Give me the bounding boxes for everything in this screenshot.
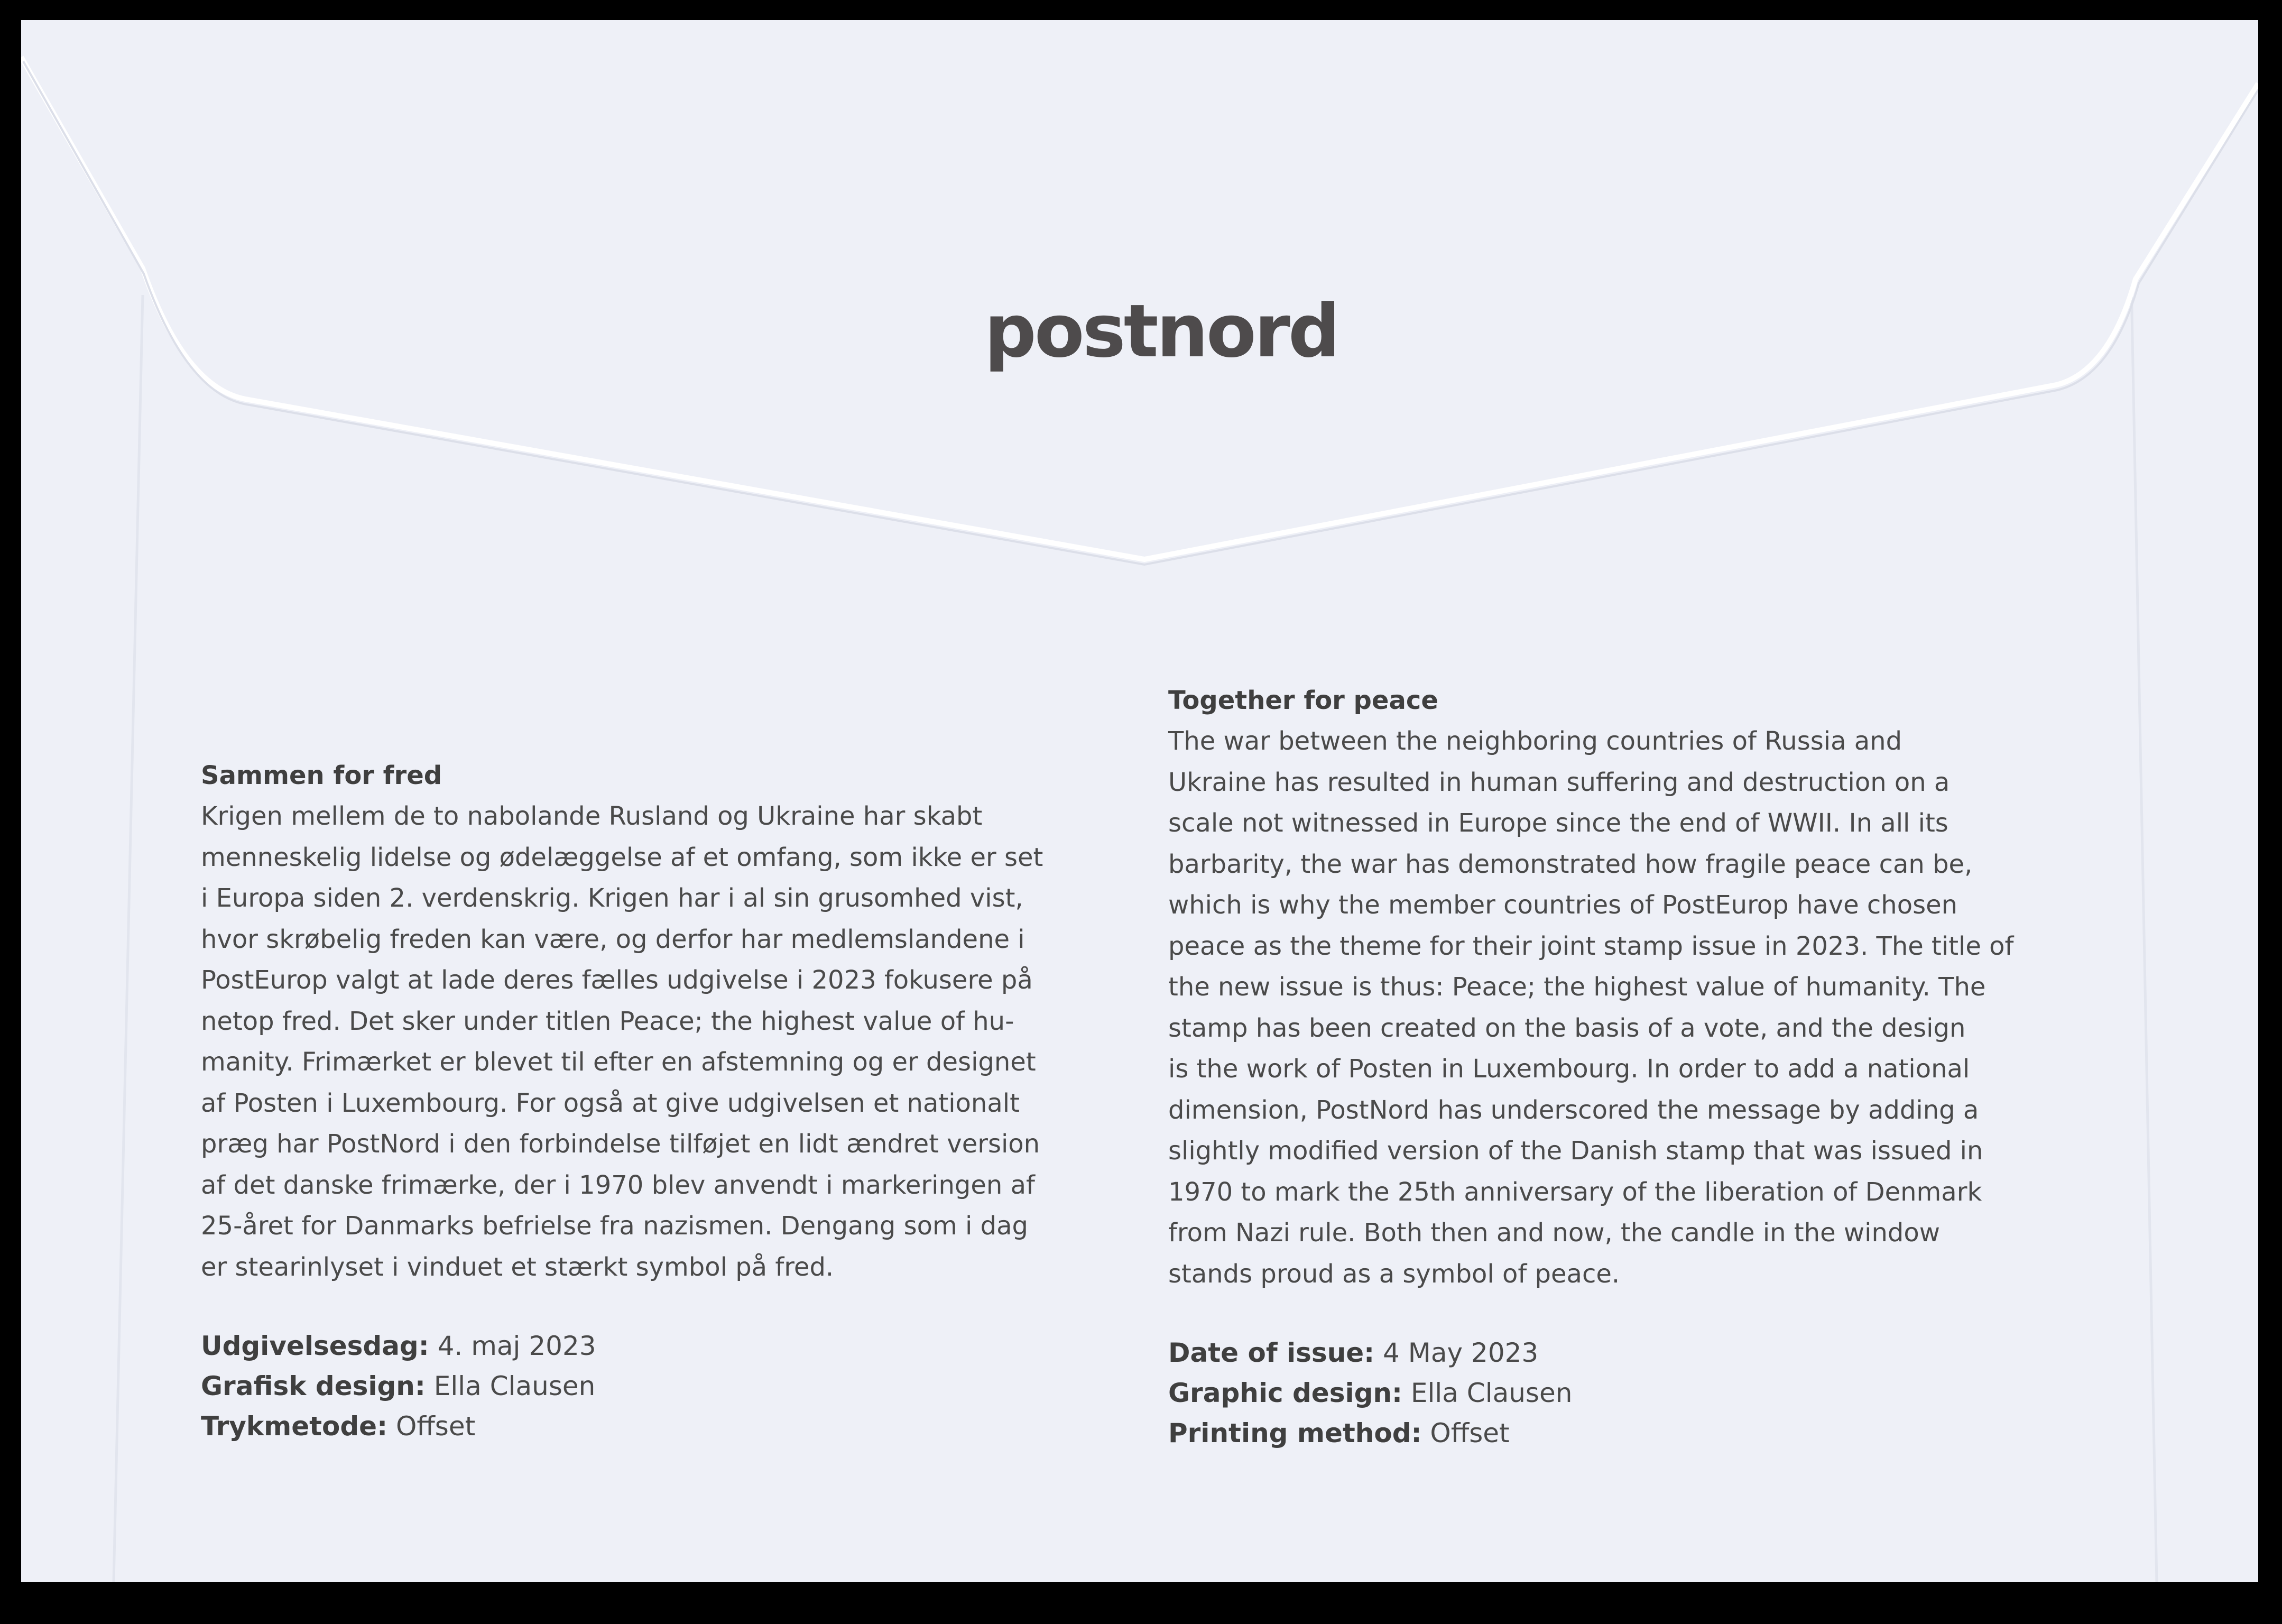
english-line: stamp has been created on the basis of a vote, and the design	[1168, 1013, 1966, 1043]
danish-line: præg har PostNord i den forbindelse tilføjet en lidt ændret version	[201, 1129, 1040, 1159]
english-meta	[1168, 1333, 2120, 1453]
danish-column	[201, 755, 1152, 1446]
danish-line: hvor skrøbelig freden kan være, og derfor har medlemslandene i	[201, 924, 1025, 954]
danish-body	[201, 796, 1152, 1288]
english-print-method: Printing method: Offset	[1168, 1418, 1510, 1448]
danish-line: af det danske frimærke, der i 1970 blev anvendt i markeringen af	[201, 1170, 1035, 1200]
english-line: slightly modified version of the Danish stamp that was issued in	[1168, 1136, 1983, 1166]
english-line: which is why the member countries of PostEurop have chosen	[1168, 890, 1958, 920]
envelope-back	[21, 20, 2258, 1582]
english-line: scale not witnessed in Europe since the end of WWII. In all its	[1168, 808, 1948, 838]
english-line: the new issue is thus: Peace; the highest value of humanity. The	[1168, 972, 1986, 1002]
english-issue-date: Date of issue: 4 May 2023	[1168, 1337, 1539, 1368]
english-line: is the work of Posten in Luxembourg. In order to add a national	[1168, 1054, 1970, 1084]
danish-line: PostEurop valgt at lade deres fælles udgivelse i 2023 fokusere på	[201, 965, 1033, 995]
danish-line: af Posten i Luxembourg. For også at give udgivelsen et nationalt	[201, 1088, 1020, 1118]
postnord-logo: postnord	[984, 289, 1338, 374]
english-title: Together for peace	[1168, 686, 1438, 715]
danish-title: Sammen for fred	[201, 761, 442, 790]
english-line: 1970 to mark the 25th anniversary of the liberation of Denmark	[1168, 1177, 1982, 1207]
english-line: barbarity, the war has demonstrated how fragile peace can be,	[1168, 849, 1973, 879]
danish-line: i Europa siden 2. verdenskrig. Krigen har i al sin grusomhed vist,	[201, 883, 1023, 913]
english-body	[1168, 721, 2120, 1295]
english-line: stands proud as a symbol of peace.	[1168, 1259, 1620, 1289]
danish-issue-date: Udgivelsesdag: 4. maj 2023	[201, 1331, 596, 1361]
english-graphic-design: Graphic design: Ella Clausen	[1168, 1378, 1573, 1408]
danish-print-method: Trykmetode: Offset	[201, 1411, 476, 1442]
english-line: Ukraine has resulted in human suffering and destruction on a	[1168, 767, 1950, 797]
danish-line: netop fred. Det sker under titlen Peace; the highest value of hu-	[201, 1006, 1014, 1036]
danish-line: Krigen mellem de to nabolande Rusland og Ukraine har skabt	[201, 801, 983, 831]
english-line: peace as the theme for their joint stamp issue in 2023. The title of	[1168, 931, 2014, 961]
danish-line: menneskelig lidelse og ødelæggelse af et omfang, som ikke er set	[201, 842, 1043, 872]
danish-line: 25-året for Danmarks befrielse fra nazismen. Dengang som i dag	[201, 1211, 1028, 1241]
english-line: The war between the neighboring countries of Russia and	[1168, 726, 1902, 756]
danish-line: manity. Frimærket er blevet til efter en afstemning og er designet	[201, 1047, 1036, 1077]
english-line: from Nazi rule. Both then and now, the candle in the window	[1168, 1218, 1940, 1248]
danish-meta	[201, 1326, 1152, 1446]
danish-line: er stearinlyset i vinduet et stærkt symbol på fred.	[201, 1252, 834, 1282]
english-line: dimension, PostNord has underscored the message by adding a	[1168, 1095, 1979, 1125]
danish-graphic-design: Grafisk design: Ella Clausen	[201, 1371, 596, 1401]
english-column	[1168, 680, 2120, 1453]
